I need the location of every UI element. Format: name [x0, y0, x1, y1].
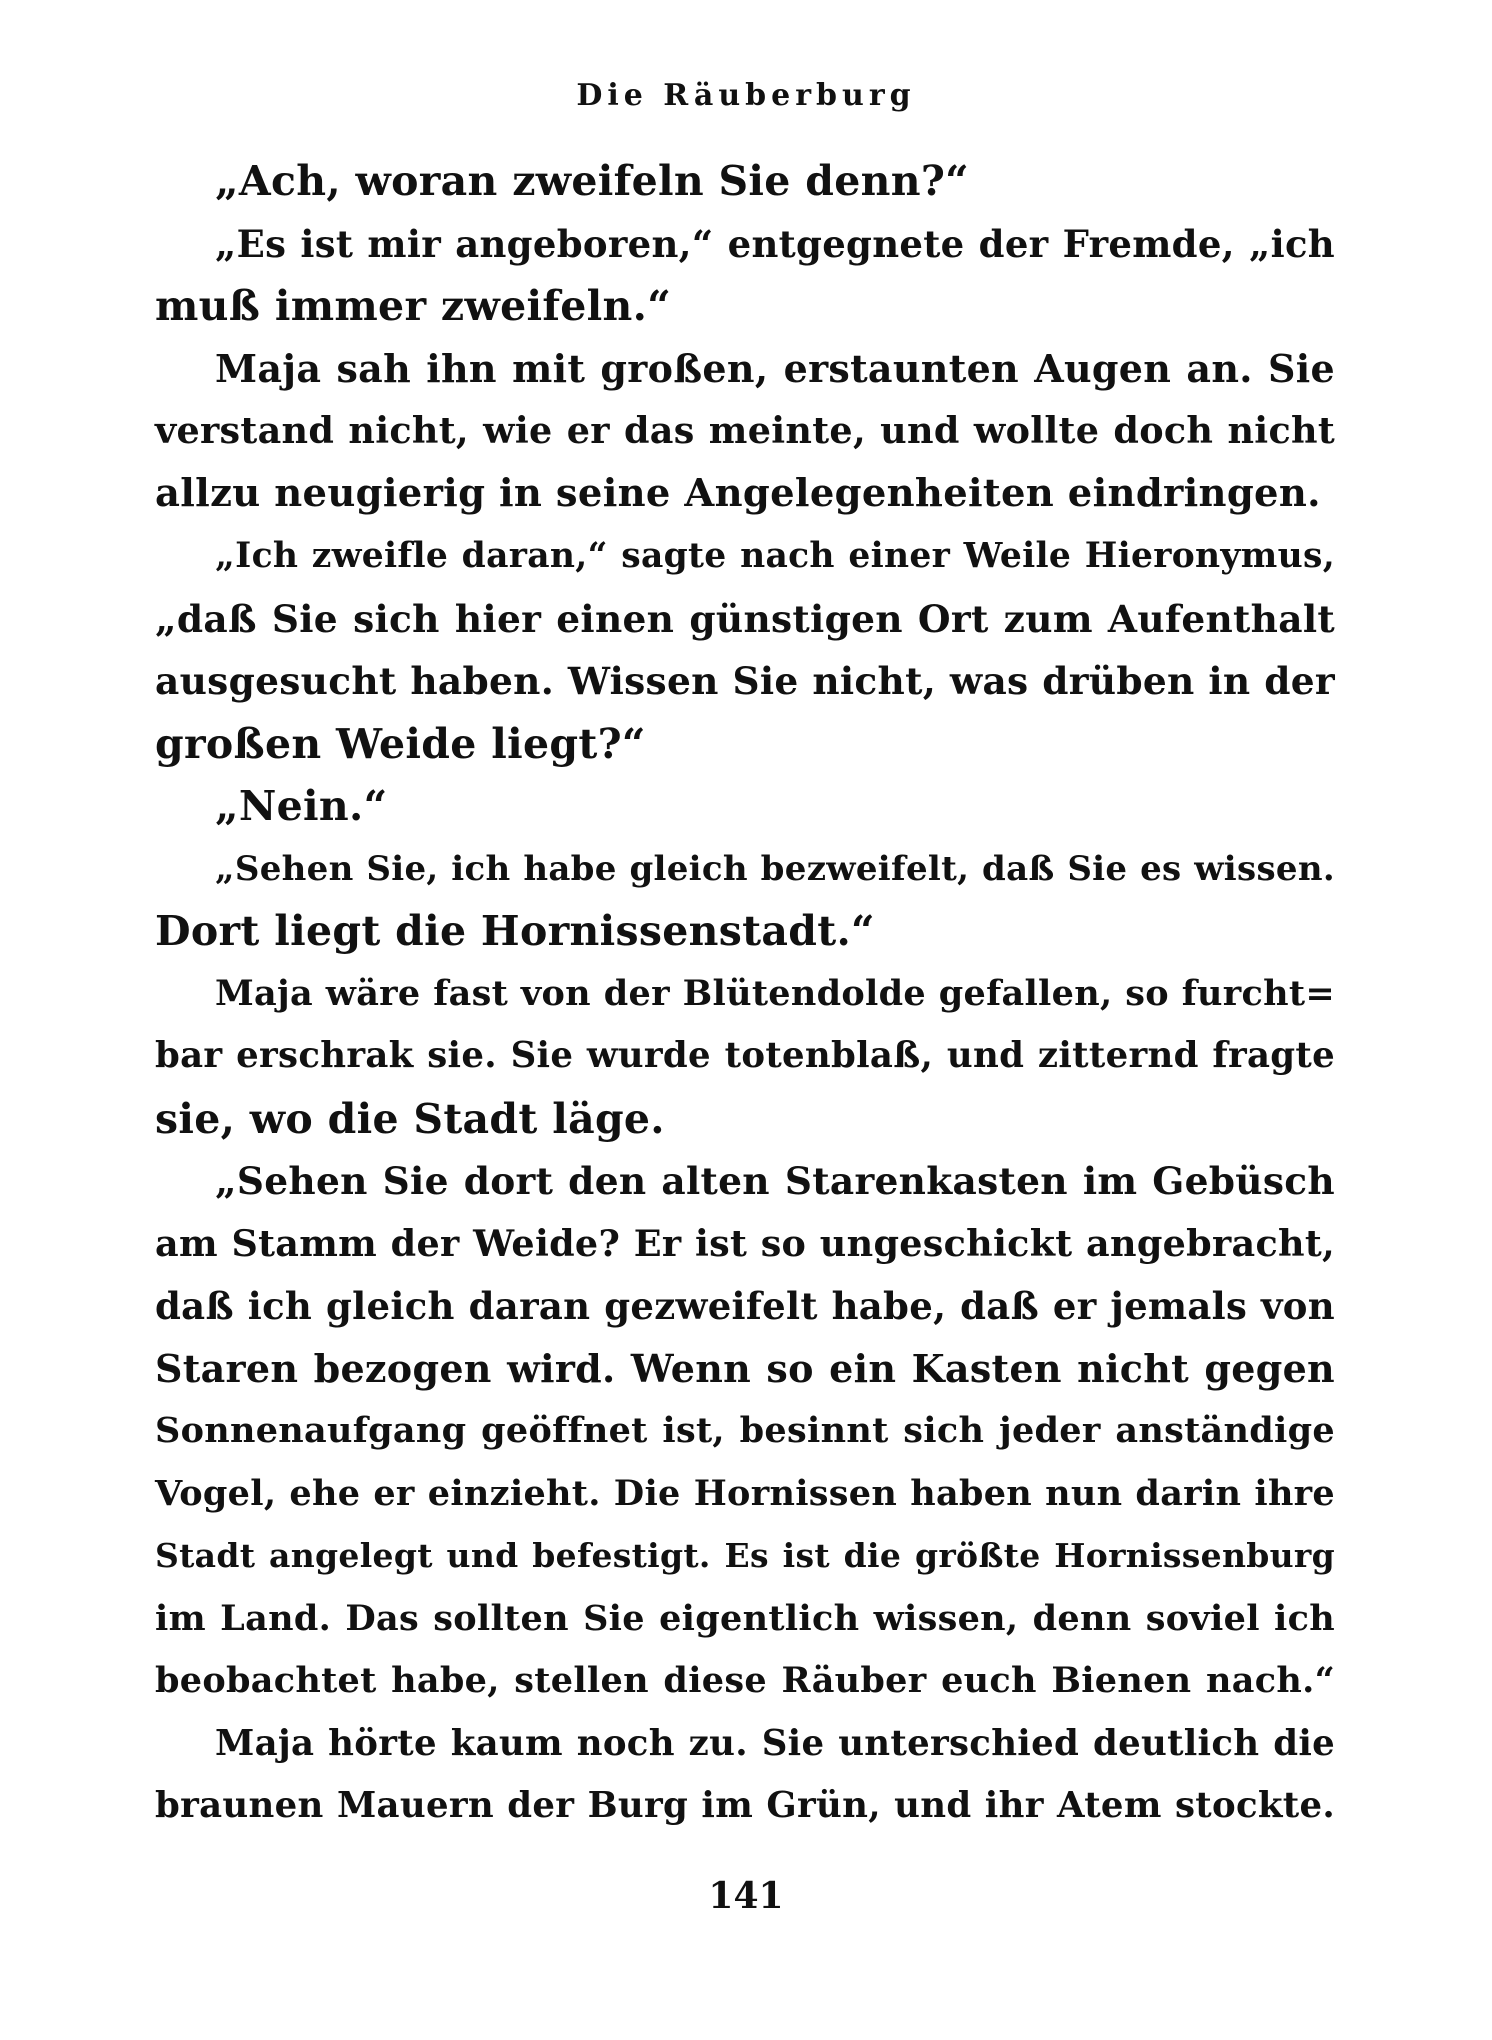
text-line: Dort liegt die Hornissenstadt.“	[155, 907, 875, 955]
text-line: „Es ist mir angeboren,“ entgegnete der Fremde, „ich	[215, 221, 1335, 266]
text-line: Vogel, ehe er einzieht. Die Hornissen haben nun darin ihre	[155, 1472, 1335, 1514]
text-line: daß ich gleich daran gezweifelt habe, daß er jemals von	[155, 1284, 1335, 1328]
text-line: muß immer zweifeln.“	[155, 282, 672, 330]
text-line: beobachtet habe, stellen diese Räuber euch Bienen nach.“	[155, 1660, 1335, 1701]
text-line: „daß Sie sich hier einen günstigen Ort zum Aufenthalt	[155, 596, 1335, 641]
running-head: Die Räuberburg	[576, 78, 916, 113]
text-line: Stadt angelegt und befestigt. Es ist die größte Hornissenburg	[155, 1536, 1335, 1575]
text-line: Staren bezogen wird. Wenn so ein Kasten nicht gegen	[155, 1345, 1335, 1391]
text-line: verstand nicht, wie er das meinte, und wollte doch nicht	[155, 409, 1335, 452]
text-line: „Ich zweifle daran,“ sagte nach einer Weile Hieronymus,	[215, 536, 1335, 576]
body-text	[155, 150, 1335, 1838]
text-line: „Nein.“	[215, 782, 388, 830]
text-line: großen Weide liegt?“	[155, 719, 646, 768]
page-number: 141	[708, 1875, 784, 1917]
text-line: sie, wo die Stadt läge.	[155, 1094, 665, 1143]
text-line: ausgesucht haben. Wissen Sie nicht, was drüben in der	[155, 659, 1335, 703]
text-line: Maja hörte kaum noch zu. Sie unterschied deutlich die	[215, 1722, 1335, 1764]
text-line: Maja sah ihn mit großen, erstaunten Augen an. Sie	[215, 345, 1335, 391]
text-line: Sonnenaufgang geöffnet ist, besinnt sich jeder anständige	[155, 1410, 1335, 1451]
text-line: „Ach, woran zweifeln Sie denn?“	[215, 157, 970, 205]
text-line: braunen Mauern der Burg im Grün, und ihr Atem stockte.	[155, 1785, 1335, 1826]
text-line: im Land. Das sollten Sie eigentlich wissen, denn soviel ich	[155, 1597, 1335, 1639]
text-line: allzu neugierig in seine Angelegenheiten eindringen.	[155, 470, 1321, 516]
text-line: am Stamm der Weide? Er ist so ungeschickt angebracht,	[155, 1221, 1335, 1265]
text-line: „Sehen Sie, ich habe gleich bezweifelt, daß Sie es wissen.	[215, 848, 1335, 889]
text-line: „Sehen Sie dort den alten Starenkasten im Gebüsch	[215, 1159, 1335, 1203]
text-line: Maja wäre fast von der Blütendolde gefallen, so furcht=	[215, 972, 1335, 1014]
text-line: bar erschrak sie. Sie wurde totenblaß, und zitternd fragte	[155, 1035, 1335, 1076]
